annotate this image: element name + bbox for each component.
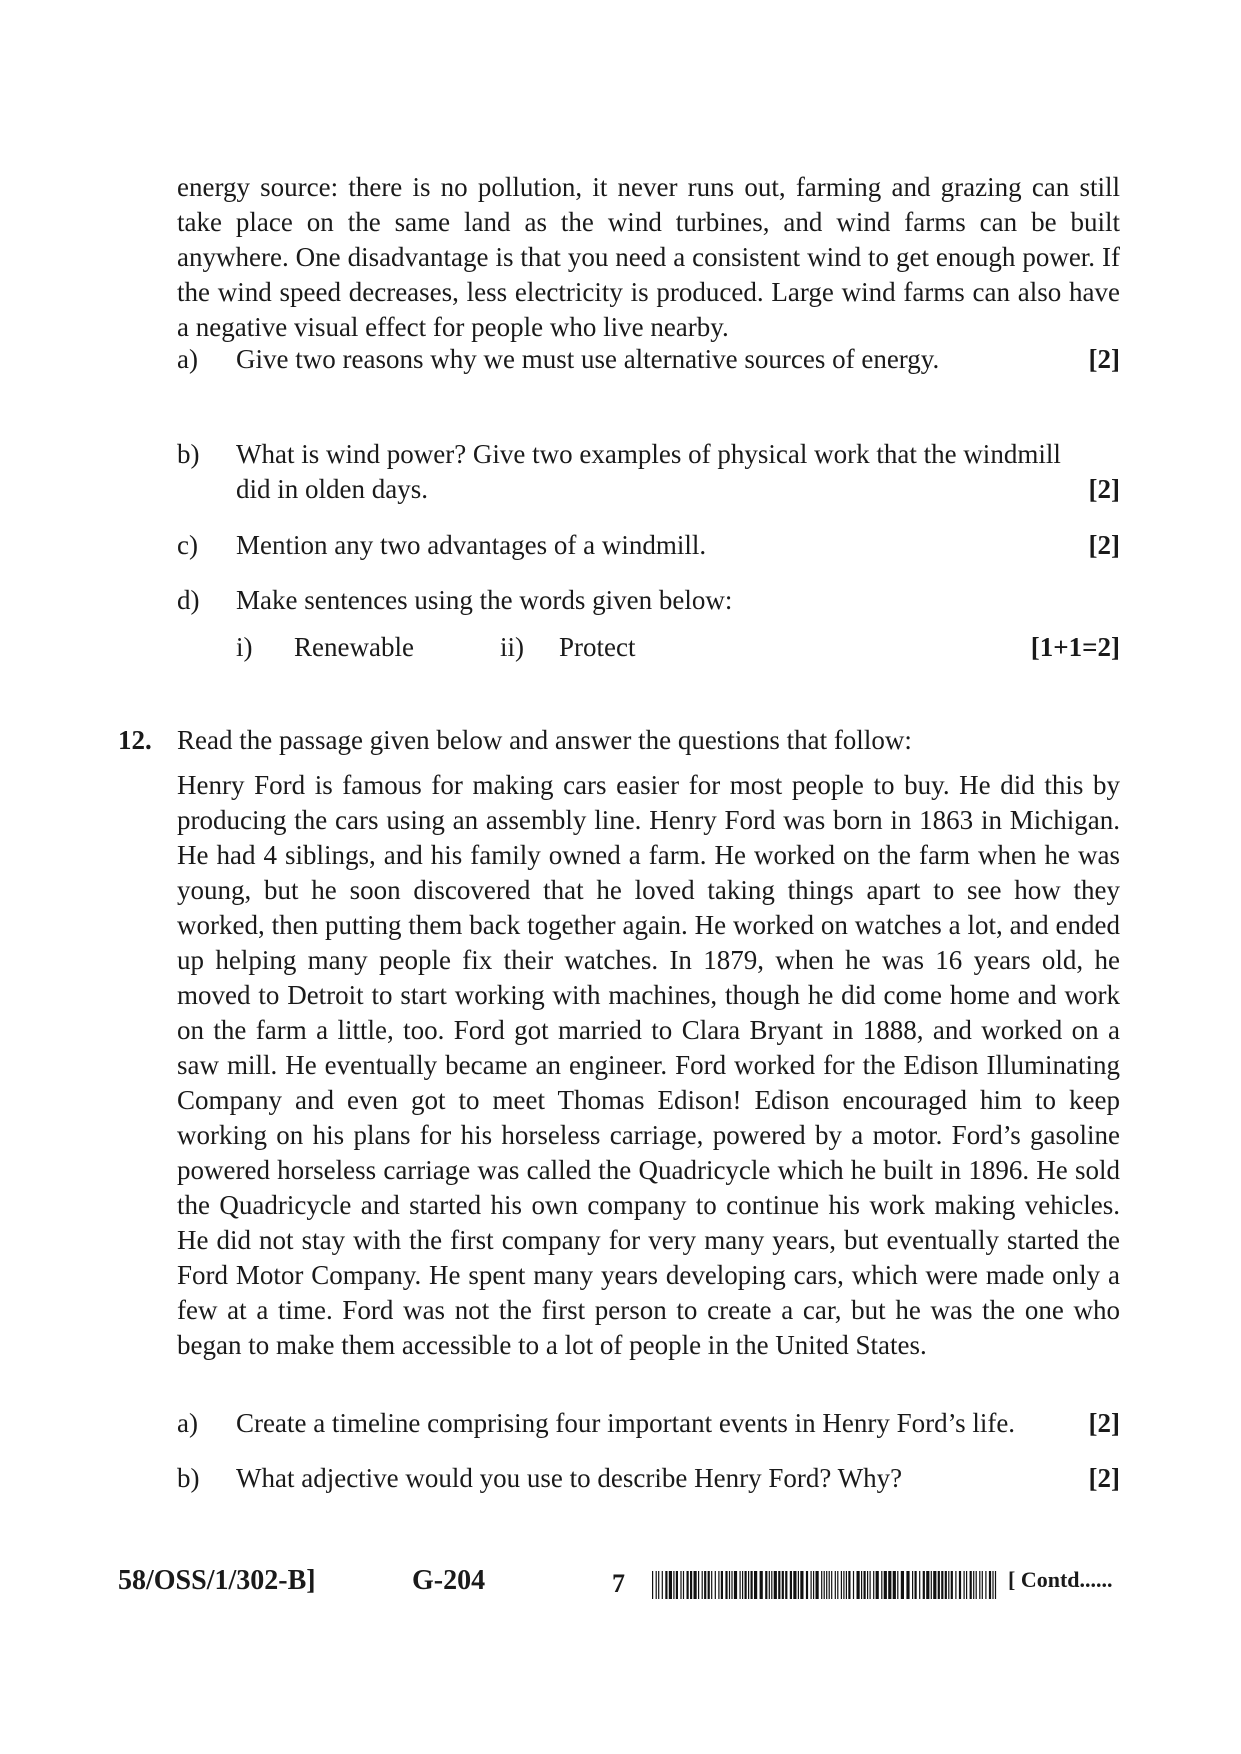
- barcode-bar: [754, 1571, 757, 1599]
- subitem-number: ii): [500, 632, 524, 662]
- part-letter: a): [177, 1408, 198, 1438]
- barcode-bar: [771, 1571, 772, 1599]
- barcode-bar: [656, 1571, 657, 1599]
- barcode-bar: [881, 1571, 882, 1599]
- barcode-bar: [676, 1571, 678, 1599]
- q12-part-b: [177, 1461, 1120, 1496]
- q11d-subitems: [177, 630, 1120, 665]
- barcode-bar: [966, 1571, 967, 1599]
- barcode-bar: [806, 1571, 808, 1599]
- passage-continued: [177, 170, 1120, 345]
- barcode-bar: [662, 1571, 663, 1599]
- paper-code: 58/OSS/1/302-B]: [118, 1565, 316, 1596]
- barcode-bar: [985, 1571, 986, 1599]
- barcode-bar: [848, 1571, 850, 1599]
- barcode-bar: [915, 1571, 917, 1599]
- barcode-bar: [652, 1571, 653, 1599]
- barcode-bar: [884, 1571, 887, 1599]
- barcode-bar: [751, 1571, 753, 1599]
- part-text: Make sentences using the words given below:: [236, 585, 733, 615]
- barcode-bar: [729, 1571, 730, 1599]
- part-marks: [2]: [1088, 344, 1120, 374]
- barcode-bar: [888, 1571, 891, 1599]
- barcode-bar: [774, 1571, 777, 1599]
- barcode-bar: [785, 1571, 787, 1599]
- barcode-bar: [906, 1571, 909, 1599]
- barcode-bar: [948, 1571, 949, 1599]
- barcode-bar: [740, 1571, 741, 1599]
- barcode-bar: [864, 1571, 866, 1599]
- barcode-bar: [708, 1571, 710, 1599]
- barcode-bar: [790, 1571, 792, 1599]
- barcode-bar: [979, 1571, 980, 1599]
- barcode-bar: [798, 1571, 799, 1599]
- barcode-bar: [876, 1571, 879, 1599]
- barcode-bar: [734, 1571, 737, 1599]
- part-letter: a): [177, 344, 198, 374]
- barcode-bar: [846, 1571, 847, 1599]
- contd-label: [ Contd......: [1008, 1567, 1113, 1592]
- barcode-bar: [782, 1571, 784, 1599]
- barcode-bar: [843, 1571, 844, 1599]
- barcode-bar: [926, 1571, 929, 1599]
- part-marks: [1+1=2]: [1030, 632, 1120, 662]
- part-text: What adjective would you use to describe Henry Ford? Why?: [236, 1463, 903, 1493]
- barcode-bar: [919, 1571, 920, 1599]
- barcode-bar: [931, 1571, 932, 1599]
- barcode-bar: [831, 1571, 832, 1599]
- barcode-bar: [964, 1571, 965, 1599]
- barcode-bar: [811, 1571, 812, 1599]
- barcode-bar: [673, 1571, 674, 1599]
- barcode-bar: [955, 1571, 956, 1599]
- barcode-bar: [813, 1571, 814, 1599]
- barcode-bar: [711, 1571, 712, 1599]
- barcode-bar: [853, 1571, 854, 1599]
- barcode-bar: [760, 1571, 763, 1599]
- barcode-bar: [721, 1571, 723, 1599]
- subitem-number: i): [236, 632, 253, 662]
- barcode-bar: [970, 1571, 972, 1599]
- barcode-bar: [951, 1571, 953, 1599]
- part-text-line2: did in olden days.: [236, 474, 428, 504]
- barcode-bar: [912, 1571, 913, 1599]
- barcode-bar: [982, 1571, 983, 1599]
- part-letter: c): [177, 530, 198, 560]
- barcode-bar: [941, 1571, 943, 1599]
- barcode-bar: [976, 1571, 977, 1599]
- barcode-bar: [824, 1571, 825, 1599]
- part-marks: [2]: [1088, 530, 1120, 560]
- barcode-bar: [995, 1571, 996, 1599]
- question-intro: Read the passage given below and answer the questions that follow:: [177, 725, 912, 755]
- barcode-bar: [989, 1571, 991, 1599]
- barcode-bar: [658, 1571, 659, 1599]
- barcode-bar: [683, 1571, 684, 1599]
- page-number: 7: [612, 1569, 625, 1598]
- barcode-bar: [704, 1571, 706, 1599]
- subitem-word: Protect: [559, 632, 636, 662]
- barcode-bar: [923, 1571, 925, 1599]
- question-number: 12.: [118, 725, 152, 755]
- barcode-bar: [826, 1571, 827, 1599]
- part-marks: [2]: [1088, 474, 1120, 504]
- part-text: Create a timeline comprising four important events in Henry Ford’s life.: [236, 1408, 1016, 1438]
- barcode-bar: [841, 1571, 842, 1599]
- barcode-bar: [748, 1571, 749, 1599]
- barcode-image: [652, 1571, 997, 1599]
- barcode-bar: [933, 1571, 936, 1599]
- barcode-bar: [769, 1571, 770, 1599]
- barcode-bar: [718, 1571, 719, 1599]
- part-text: Mention any two advantages of a windmill.: [236, 530, 707, 560]
- subitem-word: Renewable: [294, 632, 414, 662]
- barcode-bar: [870, 1571, 871, 1599]
- page-footer: [0, 1565, 1241, 1605]
- series-code: G-204: [412, 1565, 486, 1596]
- q11-part-a: [177, 342, 1120, 377]
- barcode-bar: [742, 1571, 743, 1599]
- part-marks: [2]: [1088, 1463, 1120, 1493]
- barcode-bar: [725, 1571, 727, 1599]
- barcode-bar: [745, 1571, 747, 1599]
- barcode-bar: [680, 1571, 681, 1599]
- barcode-bar: [731, 1571, 732, 1599]
- barcode-bar: [690, 1571, 692, 1599]
- barcode-bar: [873, 1571, 874, 1599]
- barcode-bar: [816, 1571, 819, 1599]
- barcode-bar: [698, 1571, 699, 1599]
- q12-part-a: [177, 1406, 1120, 1441]
- barcode-bar: [694, 1571, 697, 1599]
- passage-henry-ford: [177, 768, 1120, 1363]
- barcode-bar: [800, 1571, 803, 1599]
- barcode-bar: [959, 1571, 961, 1599]
- barcode-bar: [897, 1571, 898, 1599]
- barcode-bar: [665, 1571, 667, 1599]
- barcode-bar: [837, 1571, 838, 1599]
- part-text: Give two reasons why we must use alternative sources of energy.: [236, 344, 940, 374]
- barcode-bar: [778, 1571, 780, 1599]
- barcode-bar: [945, 1571, 947, 1599]
- part-text: What is wind power? Give two examples of physical work that the windmill: [236, 439, 1061, 469]
- passage-text: Henry Ford is famous for making cars easier for most people to buy. He did this by producing the cars using an assembly line. Henry Ford was born in 1863 in Michigan. He had 4 siblings, and his family owned a farm. He worked on the farm when he was young, but he soon discovered that he loved taking things apart to see how they worked, then putting them back together again. He worked on watches a lot, and ended up helping many people fix their watches. In 1879, when he was 16 years old, he moved to Detroit to start working with machines, though he did come home and work on the farm a little, too. Ford got married to Clara Bryant in 1888, and worked on a saw mill. He eventually became an engineer. Ford worked for the Edison Illuminating Company and even got to meet Thomas Edison! Edison encouraged him to keep working on his plans for his horseless carriage, powered by a motor. Ford’s gasoline powered horseless carriage was called the Quadricycle which he built in 1896. He sold the Quadricycle and started his own company to continue his work making vehicles. He did not stay with the first company for very many years, but eventually started the Ford Motor Company. He spent many years developing cars, which were made only a few at a time. Ford was not the first person to create a car, but he was the one who began to make them accessible to a lot of people in the United States.: [177, 770, 1120, 1360]
- barcode-bar: [901, 1571, 904, 1599]
- barcode-bar: [715, 1571, 716, 1599]
- barcode-bar: [938, 1571, 940, 1599]
- passage-continued-text: energy source: there is no pollution, it never runs out, farming and grazing can still take place on the same land as the wind turbines, and wind farms can be built anywhere. One disadvantage is that you need a consistent wind to get enough power. If the wind speed decreases, less electricity is produced. Large wind farms can also have a negative visual effect for people who live nearby.: [177, 172, 1120, 342]
- barcode-bar: [835, 1571, 836, 1599]
- barcode-bar: [867, 1571, 868, 1599]
- part-marks: [2]: [1088, 1408, 1120, 1438]
- barcode-bar: [857, 1571, 860, 1599]
- barcode-bar: [702, 1571, 703, 1599]
- barcode-bar: [992, 1571, 993, 1599]
- part-letter: b): [177, 439, 200, 469]
- q11-part-d: [177, 583, 1120, 618]
- barcode-bar: [669, 1571, 672, 1599]
- part-letter: b): [177, 1463, 200, 1493]
- barcode-bar: [973, 1571, 974, 1599]
- barcode-bar: [829, 1571, 830, 1599]
- barcode-bar: [765, 1571, 767, 1599]
- barcode-bar: [821, 1571, 822, 1599]
- barcode-bar: [861, 1571, 862, 1599]
- barcode-bar: [893, 1571, 896, 1599]
- q11-part-b: [177, 437, 1120, 507]
- barcode-bar: [687, 1571, 689, 1599]
- barcode-bar: [793, 1571, 796, 1599]
- part-letter: d): [177, 585, 200, 615]
- q11-part-c: [177, 528, 1120, 563]
